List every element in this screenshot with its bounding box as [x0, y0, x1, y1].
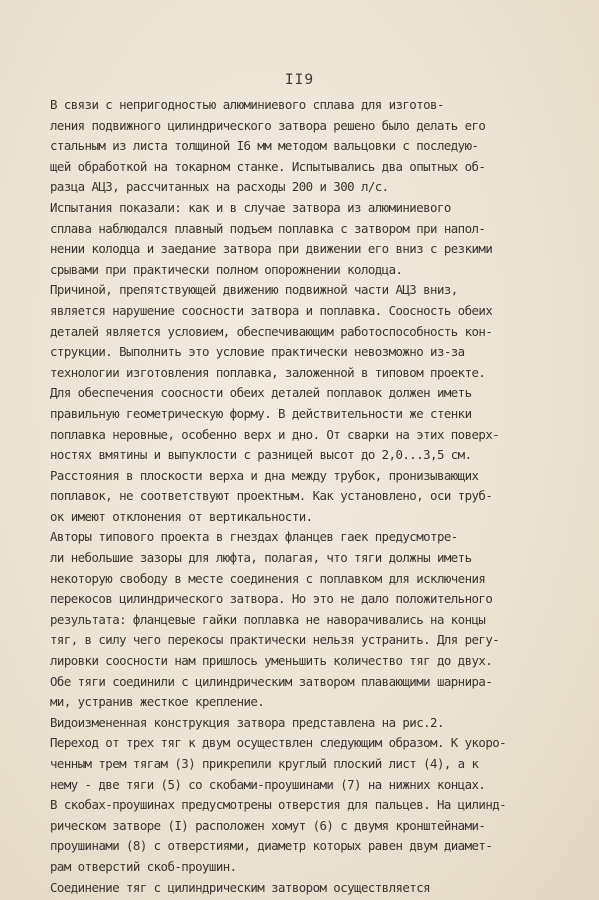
text-line: поплавок, не соответствуют проектным. Как установлено, оси труб- [50, 488, 493, 504]
text-line: В связи с непригодностью алюминиевого сплава для изготов- [50, 97, 444, 112]
text-line: деталей является условием, обеспечивающим работоспособность кон- [50, 323, 493, 339]
text-line: ления подвижного цилиндрического затвора решено было делать его [50, 117, 486, 133]
text-line: результата: фланцевые гайки поплавка не наворачивались на концы [50, 611, 486, 627]
text-line: струкции. Выполнить это условие практически невозможно из-за [50, 344, 465, 360]
text-line: Расстояния в плоскости верха и дна между трубок, пронизывающих [50, 467, 479, 483]
text-line: правильную геометрическую форму. В действительности же стенки [50, 405, 472, 421]
text-line: ми, устранив жесткое крепление. [50, 694, 265, 710]
text-line: ли небольшие зазоры для люфта, полагая, что тяги должны иметь [50, 550, 472, 566]
text-line: является нарушение соосности затвора и поплавка. Соосность обеих [50, 302, 493, 318]
text-line: щей обработкой на токарном станке. Испытывались два опытных об- [50, 158, 486, 174]
text-line: Для обеспечения соосности обеих деталей поплавок должен иметь [50, 385, 472, 401]
text-line: Причиной, препятствующей движению подвижной части АЦЗ вниз, [50, 282, 458, 298]
text-line: нему - две тяги (5) со скобами-проушинами (7) на нижних концах. [50, 776, 486, 792]
text-line: нении колодца и заедание затвора при движении его вниз с резкими [50, 241, 493, 257]
text-line: Соединение тяг с цилиндрическим затвором осуществляется [50, 879, 431, 895]
text-line: поплавка неровные, особенно верх и дно. От сварки на этих поверх- [50, 426, 500, 442]
text-line: Обе тяги соединили с цилиндрическим затвором плавающими шарнира- [50, 673, 493, 689]
text-line: тяг, в силу чего перекосы практически нельзя устранить. Для регу- [50, 632, 500, 648]
text-line: лировки соосности нам пришлось уменьшить количество тяг до двух. [50, 653, 493, 669]
text-line: ок имеют отклонения от вертикальности. [50, 508, 313, 524]
text-line: ностях вмятины и выпуклости с разницей высот до 2,0...3,5 см. [50, 447, 472, 463]
text-line: Переход от трех тяг к двум осуществлен следующим образом. К укоро- [50, 735, 507, 751]
text-line: стальным из листа толщиной I6 мм методом вальцовки с последую- [50, 138, 479, 154]
text-line: перекосов цилиндрического затвора. Но это не дало положительного [50, 591, 493, 607]
page-number: II9 [284, 72, 315, 88]
text-line: технологии изготовления поплавка, заложенной в типовом проекте. [50, 364, 486, 380]
text-line: Испытания показали: как и в случае затвора из алюминиевого [50, 199, 451, 215]
text-line: рам отверстий скоб-проушин. [50, 858, 237, 874]
text-line: Авторы типового проекта в гнездах фланцев гаек предусмотре- [50, 529, 458, 545]
text-line: ченным трем тягам (3) прикрепили круглый плоский лист (4), а к [50, 756, 479, 771]
body-text [50, 95, 570, 898]
text-line: разца АЦЗ, рассчитанных на расходы 200 и 300 л/с. [50, 179, 389, 195]
text-line: некоторую свободу в месте соединения с поплавком для исключения [50, 570, 486, 586]
text-line: сплава наблюдался плавный подъем поплавка с затвором при напол- [50, 220, 486, 236]
text-line: срывами при практически полном опорожнении колодца. [50, 261, 403, 277]
text-line: проушинами (8) с отверстиями, диаметр которых равен двум диамет- [50, 838, 493, 854]
text-line: рическом затворе (I) расположен хомут (6) с двумя кронштейнами- [50, 817, 486, 833]
text-line: В скобах-проушинах предусмотрены отверстия для пальцев. На цилинд- [50, 797, 507, 813]
text-line: Видоизмененная конструкция затвора представлена на рис.2. [50, 714, 444, 730]
